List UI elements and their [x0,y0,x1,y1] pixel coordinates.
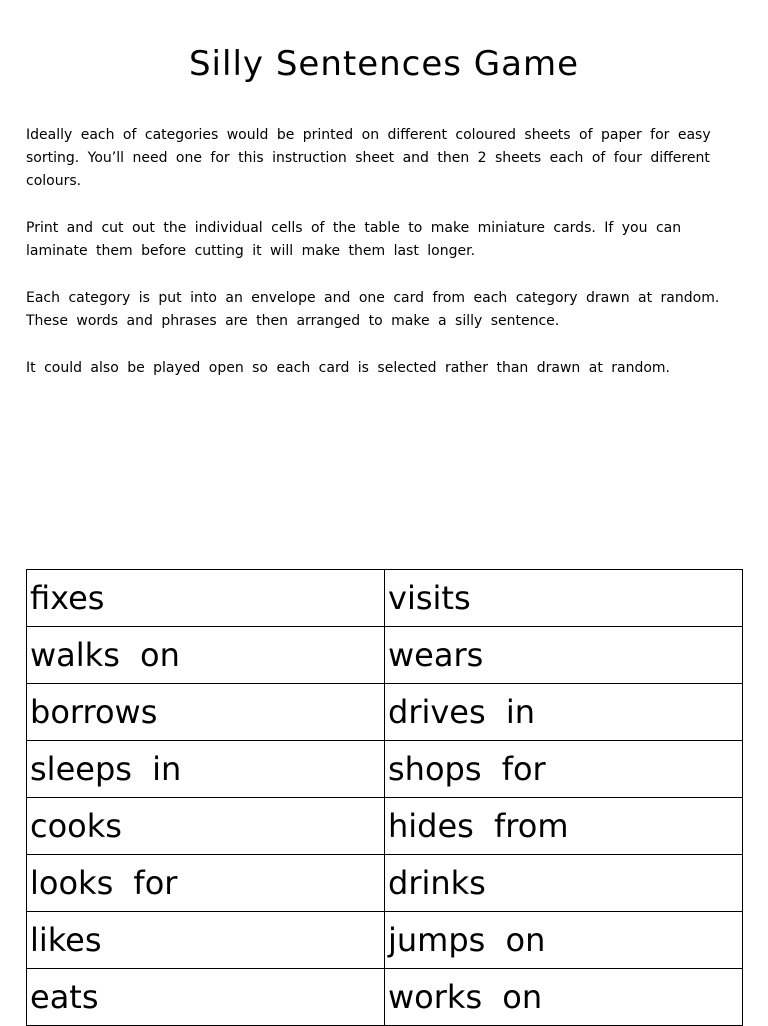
instruction-paragraph: It could also be played open so each card is selected rather than drawn at random. [26,360,671,376]
page-title: Silly Sentences Game [188,44,580,84]
table-row [27,969,743,1026]
instructions [26,124,738,404]
word-card: wears [385,627,743,684]
instruction-paragraph: Ideally each of categories would be printed on different coloured sheets of paper for easy sorting. You’ll need one for this instruction sheet and then 2 sheets each of four different colours. [26,127,711,189]
word-card: sleeps in [27,741,385,798]
word-card: eats [27,969,385,1026]
instruction-paragraph: Each category is put into an envelope and one card from each category drawn at random. These words and phrases are then arranged to make a silly sentence. [26,290,720,329]
word-card: visits [385,570,743,627]
table-row [27,798,743,855]
table-row [27,912,743,969]
table-row [27,741,743,798]
table-row [27,627,743,684]
word-card: drinks [385,855,743,912]
instruction-paragraph: Print and cut out the individual cells of the table to make miniature cards. If you can laminate them before cutting it will make them last longer. [26,220,682,259]
word-cards-table [26,569,743,1026]
word-card: walks on [27,627,385,684]
word-card: borrows [27,684,385,741]
word-card: fixes [27,570,385,627]
table-row [27,570,743,627]
table-row [27,684,743,741]
word-card: jumps on [385,912,743,969]
word-card: cooks [27,798,385,855]
word-card: looks for [27,855,385,912]
word-card: likes [27,912,385,969]
word-card: works on [385,969,743,1026]
table-row [27,855,743,912]
word-card: hides from [385,798,743,855]
word-card: drives in [385,684,743,741]
word-card: shops for [385,741,743,798]
